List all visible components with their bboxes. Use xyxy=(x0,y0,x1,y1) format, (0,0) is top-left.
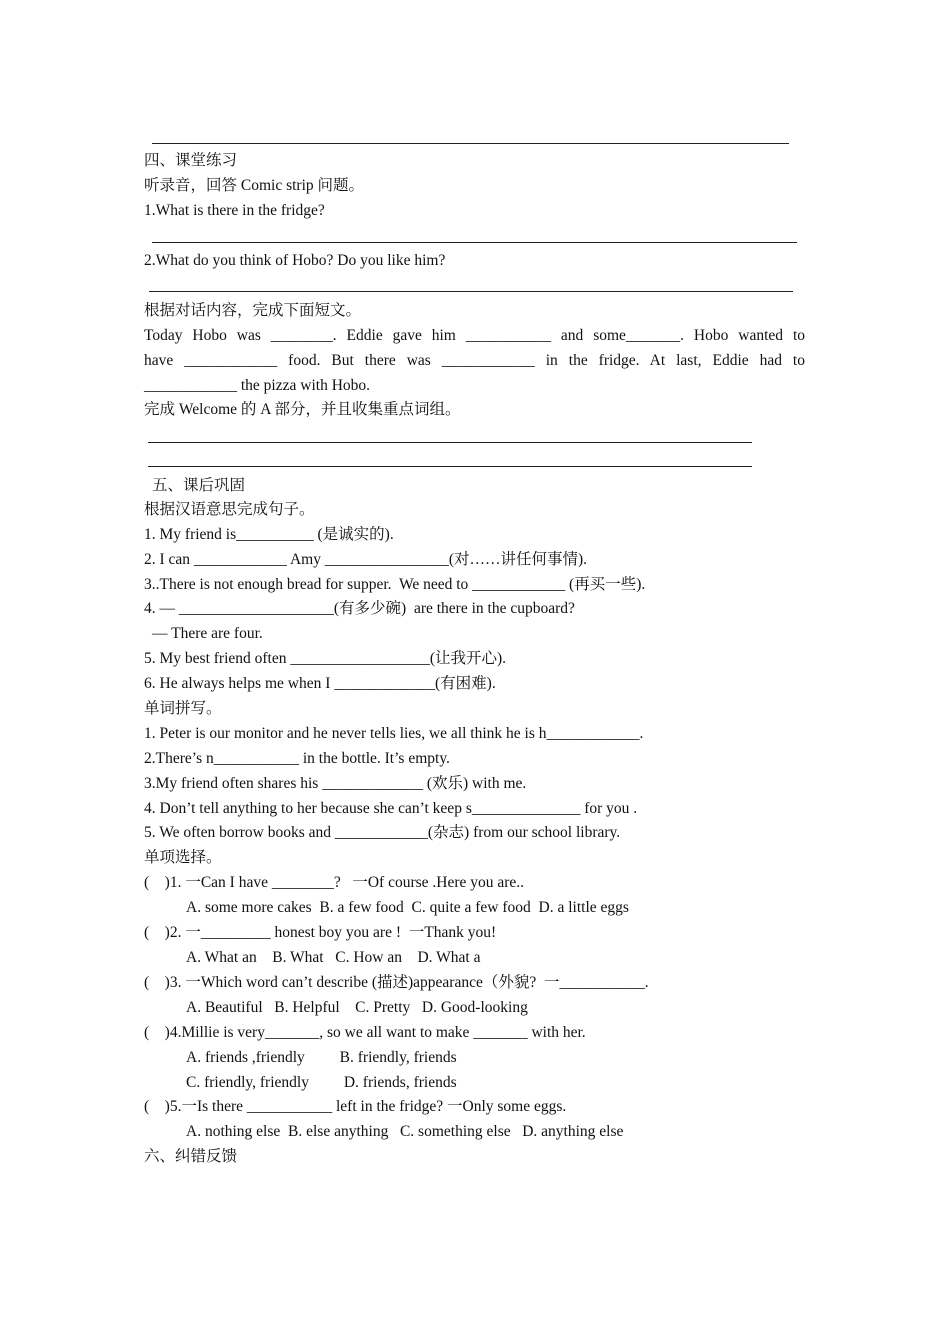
section-5-title: 五、课后巩固 xyxy=(152,477,246,494)
answer-line xyxy=(148,466,752,467)
section-4-title: 四、课堂练习 xyxy=(144,152,238,169)
section-6-title: 六、纠错反馈 xyxy=(144,1148,238,1165)
choice-options: A. friends ,friendly B. friendly, friends xyxy=(186,1049,457,1066)
translate-item: 6. He always helps me when I _____________(有困难). xyxy=(144,675,496,692)
comic-question-1: 1.What is there in the fridge? xyxy=(144,202,325,219)
choice-question: ( )3. 一Which word can’t describe (描述)appearance（外貌? 一___________. xyxy=(144,974,649,991)
translate-item: 5. My best friend often __________________(让我开心). xyxy=(144,650,507,667)
translate-instruction: 根据汉语意思完成句子。 xyxy=(144,501,315,518)
choice-options: A. some more cakes B. a few food C. quite a few food D. a little eggs xyxy=(186,899,629,916)
passage-line-3: ____________ the pizza with Hobo. xyxy=(144,377,371,394)
translate-item: 2. I can ____________ Amy ________________(对……讲任何事情). xyxy=(144,551,588,568)
spelling-item: 2.There’s n___________ in the bottle. It’s empty. xyxy=(144,750,450,767)
spelling-item: 5. We often borrow books and ____________(杂志) from our school library. xyxy=(144,824,621,841)
answer-line xyxy=(152,242,797,243)
answer-line xyxy=(149,291,793,292)
passage-instruction: 根据对话内容，完成下面短文。 xyxy=(144,302,362,319)
spelling-instruction: 单词拼写。 xyxy=(144,700,222,717)
listen-instruction: 听录音，回答 Comic strip 问题。 xyxy=(144,177,365,194)
answer-line xyxy=(148,442,752,443)
choice-question: ( )1. 一Can I have ________? 一Of course .Here you are.. xyxy=(144,874,525,891)
choice-instruction: 单项选择。 xyxy=(144,849,222,866)
spelling-item: 4. Don’t tell anything to her because she can’t keep s______________ for you . xyxy=(144,800,638,817)
spelling-item: 1. Peter is our monitor and he never tells lies, we all think he is h____________. xyxy=(144,725,644,742)
choice-options: A. nothing else B. else anything C. something else D. anything else xyxy=(186,1123,624,1140)
answer-line xyxy=(152,143,789,144)
choice-options: A. What an B. What C. How an D. What a xyxy=(186,949,481,966)
choice-options: C. friendly, friendly D. friends, friends xyxy=(186,1074,457,1091)
translate-item: 3..There is not enough bread for supper. We need to ____________ (再买一些). xyxy=(144,576,646,593)
choice-options: A. Beautiful B. Helpful C. Pretty D. Good-looking xyxy=(186,999,528,1016)
spelling-item: 3.My friend often shares his _____________ (欢乐) with me. xyxy=(144,775,527,792)
passage-line-2: have ____________ food. But there was ____________ in the fridge. At last, Eddie had to xyxy=(144,352,805,369)
choice-question: ( )5.一Is there ___________ left in the fridge? 一Only some eggs. xyxy=(144,1098,567,1115)
passage-line-1: Today Hobo was ________. Eddie gave him ___________ and some_______. Hobo wanted to xyxy=(144,327,805,344)
welcome-instruction: 完成 Welcome 的 A 部分，并且收集重点词组。 xyxy=(144,401,461,418)
translate-item: 1. My friend is__________ (是诚实的). xyxy=(144,526,394,543)
translate-item: — There are four. xyxy=(152,625,263,642)
comic-question-2: 2.What do you think of Hobo? Do you like him? xyxy=(144,252,446,269)
choice-question: ( )2. 一_________ honest boy you are ! 一Thank you! xyxy=(144,924,497,941)
choice-question: ( )4.Millie is very_______, so we all want to make _______ with her. xyxy=(144,1024,586,1041)
translate-item: 4. — ____________________(有多少碗) are there in the cupboard? xyxy=(144,600,575,617)
